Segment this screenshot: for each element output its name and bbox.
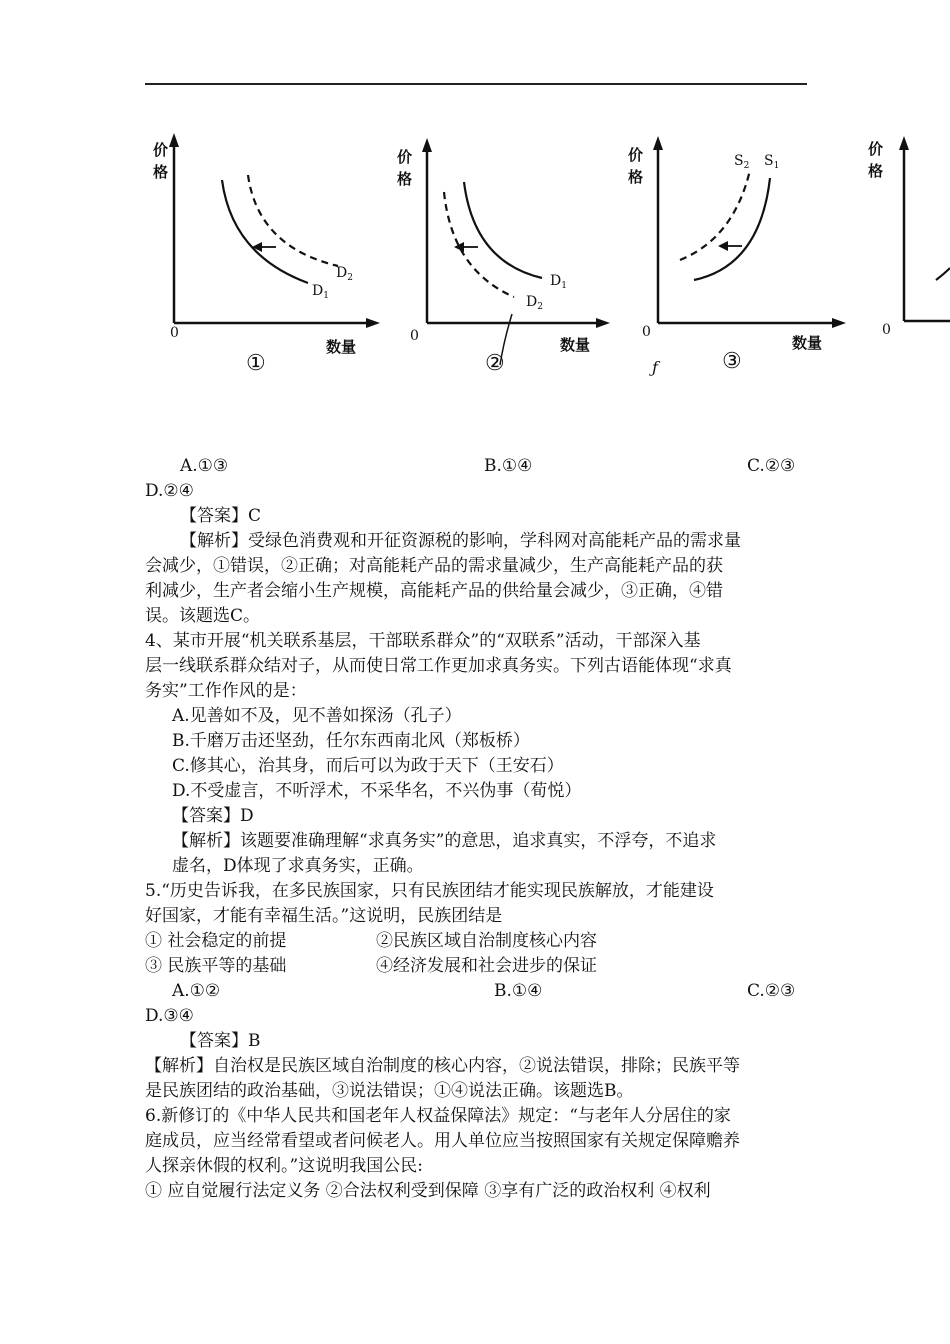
curve-a-label: $D_1$ [550,273,567,291]
q4-option-d: D.不受虚言，不听浮术，不采华名，不兴伪事（荀悦） [172,781,582,801]
q4-analysis-line: 虚名，D体现了求真务实，正确。 [172,856,424,876]
y-axis-arrow [653,136,663,150]
q5-answer: 【答案】B [180,1031,261,1051]
curve-d1 [222,180,308,283]
q4-stem-line: 4、某市开展“机关联系基层，干部联系群众”的“双联系”活动，干部深入基 [145,631,701,651]
origin-label: 0 [642,324,651,340]
q5-item-1: ① 社会稳定的前提 [145,931,287,951]
q5-stem-line: 好国家，才能有幸福生活。”这说明，民族团结是 [145,906,503,926]
curve-d1 [464,182,542,278]
y-label-2: 格 [868,162,884,180]
graph-4 [860,128,950,358]
q4-answer: 【答案】D [172,806,254,826]
q5-analysis-line: 【解析】自治权是民族区域自治制度的核心内容，②说法错误，排除；民族平等 [145,1056,740,1076]
curve-d2 [444,192,514,297]
q6-stem-line: 人探亲休假的权利。”这说明我国公民: [145,1156,423,1176]
q5-item-4: ④经济发展和社会进步的保证 [376,956,597,976]
shift-arrow-head [252,242,262,252]
curve-b-label: $D_2$ [526,294,543,312]
q4-option-b: B.千磨万击还坚劲，任尔东西南北风（郑板桥） [172,731,530,751]
q6-items-line: ① 应自觉履行法定义务 ②合法权利受到保障 ③享有广泛的政治权利 ④权利 [145,1181,711,1201]
graph-number: ① [246,351,266,376]
q5-option-b: B.①④ [494,981,543,1001]
curve-d2 [248,175,338,266]
x-axis-arrow [596,318,610,328]
shift-arrow-head [454,242,464,252]
origin-label: 0 [882,322,891,338]
x-axis-arrow [366,318,380,328]
curve-partial [936,268,950,280]
q5-option-c: C.②③ [747,981,796,1001]
curve-s1 [694,178,770,280]
graph-number: ③ [722,349,742,374]
graph-3 [622,128,862,388]
q3-analysis-line: 误。该题选C。 [145,606,261,626]
q4-stem-line: 务实”工作作风的是： [145,681,307,701]
x-label: 数量 [560,336,591,354]
y-axis-arrow [899,136,909,150]
q5-stem-line: 5.“历史告诉我，在多民族国家，只有民族团结才能实现民族解放，才能建设 [145,881,714,901]
q3-option-c: C.②③ [747,456,796,476]
q3-option-a: A.①③ [180,456,229,476]
q5-analysis-line: 是民族团结的政治基础，③说法错误；①④说法正确。该题选B。 [145,1081,634,1101]
y-label-1: 价 [397,148,413,166]
y-label-2: 格 [153,163,169,181]
origin-label: 0 [170,325,179,341]
q5-item-3: ③ 民族平等的基础 [145,956,287,976]
graph-1 [150,125,390,385]
y-label-1: 价 [868,140,884,158]
stray-mark: ƒ [652,358,658,377]
curve-b-label: $S_1$ [764,153,780,171]
x-label: 数量 [792,334,823,352]
curve-a-label: $D_1$ [312,283,329,301]
graph-number: ② [485,351,505,376]
curve-b-label: $D_2$ [336,265,353,283]
q6-stem-line: 6.新修订的《中华人民共和国老年人权益保障法》规定：“与老年人分居住的家 [145,1106,731,1126]
q3-answer: 【答案】C [180,506,262,526]
x-label: 数量 [326,338,357,356]
shift-arrow-head [718,241,728,251]
q4-option-c: C.修其心，治其身，而后可以为政于天下（王安石） [172,756,564,776]
x-axis-arrow [832,318,846,328]
y-label-2: 格 [397,170,413,188]
q3-analysis-line: 利减少，生产者会缩小生产规模，高能耗产品的供给量会减少，③正确，④错 [145,581,723,601]
y-label-2: 格 [628,168,644,186]
y-axis-arrow [169,133,179,147]
q3-option-b: B.①④ [484,456,533,476]
q4-option-a: A.见善如不及，见不善如探汤（孔子） [172,706,462,726]
q5-option-a: A.①② [172,981,221,1001]
y-label-1: 价 [628,146,644,164]
y-label-1: 价 [153,141,169,159]
q5-item-2: ②民族区域自治制度核心内容 [376,931,597,951]
y-axis-arrow [422,138,432,152]
graph-2 [392,130,632,390]
curve-a-label: $S_2$ [734,153,750,171]
q4-analysis-line: 【解析】该题要准确理解“求真务实”的意思，追求真实，不浮夸，不追求 [172,831,717,851]
q6-stem-line: 庭成员，应当经常看望或者问候老人。用人单位应当按照国家有关规定保障赡养 [145,1131,740,1151]
q3-option-d: D.②④ [145,481,194,501]
q3-analysis-line: 【解析】受绿色消费观和开征资源税的影响，学科网对高能耗产品的需求量 [180,531,741,551]
q4-stem-line: 层一线联系群众结对子，从而使日常工作更加求真务实。下列古语能体现“求真 [145,656,732,676]
header-rule [145,83,807,85]
q5-option-d: D.③④ [145,1006,194,1026]
q3-analysis-line: 会减少，①错误，②正确；对高能耗产品的需求量减少，生产高能耗产品的获 [145,556,723,576]
origin-label: 0 [410,328,419,344]
